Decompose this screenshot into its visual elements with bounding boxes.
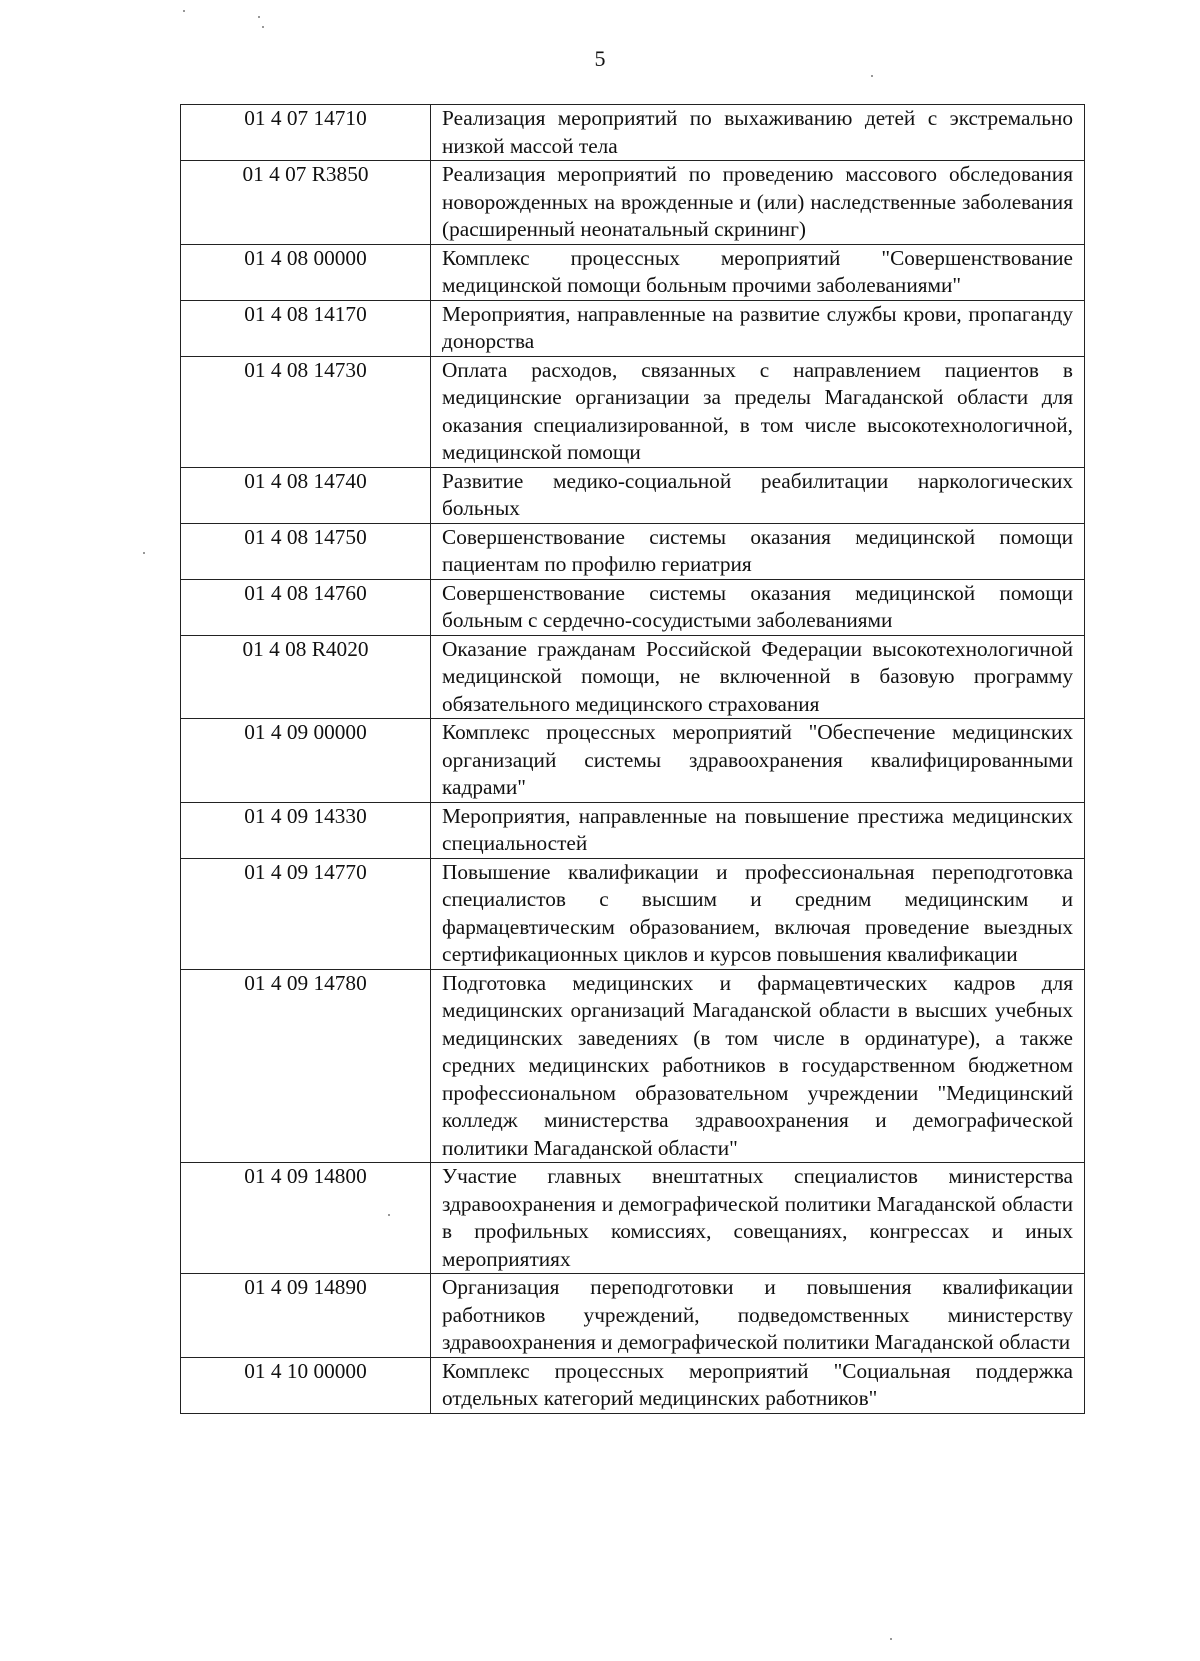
classification-code: 01 4 08 14750 [181,523,431,579]
classification-code: 01 4 07 R3850 [181,161,431,245]
table-row [181,1163,1085,1274]
table-row [181,719,1085,803]
expense-description: Мероприятия, направленные на развитие службы крови, пропаганду донорства [431,300,1085,356]
expense-description: Развитие медико-социальной реабилитации наркологических больных [431,467,1085,523]
table-row [181,523,1085,579]
classification-code: 01 4 08 14730 [181,356,431,467]
table-body [181,105,1085,1414]
classification-code: 01 4 09 00000 [181,719,431,803]
classification-code: 01 4 08 14760 [181,579,431,635]
table-row [181,802,1085,858]
table-row [181,467,1085,523]
table-row [181,161,1085,245]
expense-description: Мероприятия, направленные на повышение престижа медицинских специальностей [431,802,1085,858]
expense-description: Повышение квалификации и профессиональная переподготовка специалистов с высшим и средним медицинским и фармацевтическим образованием, включая проведение выездных сертификационных циклов и курсов повышения квалификации [431,858,1085,969]
scan-speck [143,552,145,554]
classification-code: 01 4 09 14330 [181,802,431,858]
table-row [181,1274,1085,1358]
scan-speck [890,1638,892,1640]
expense-description: Комплекс процессных мероприятий "Социальная поддержка отдельных категорий медицинских работников" [431,1357,1085,1413]
classification-code: 01 4 08 14170 [181,300,431,356]
scan-speck [183,10,185,12]
classification-code: 01 4 08 R4020 [181,635,431,719]
expense-description: Совершенствование системы оказания медицинской помощи больным с сердечно-сосудистыми заболеваниями [431,579,1085,635]
expense-description: Оплата расходов, связанных с направлением пациентов в медицинские организации за пределы Магаданской области для оказания специализированной, в том числе высокотехнологичной, медицинской помощи [431,356,1085,467]
expense-description: Участие главных внештатных специалистов министерства здравоохранения и демографической политики Магаданской области в профильных комиссиях, совещаниях, конгрессах и иных мероприятиях [431,1163,1085,1274]
table-row [181,579,1085,635]
scan-speck [262,26,264,28]
table-row [181,105,1085,161]
classification-code: 01 4 07 14710 [181,105,431,161]
expense-description: Совершенствование системы оказания медицинской помощи пациентам по профилю гериатрия [431,523,1085,579]
table-row [181,1357,1085,1413]
classification-code: 01 4 09 14780 [181,969,431,1163]
page-number: 5 [594,46,606,71]
scan-speck [258,16,260,18]
scan-speck [871,75,873,77]
classification-code: 01 4 09 14890 [181,1274,431,1358]
expense-description: Реализация мероприятий по выхаживанию детей с экстремально низкой массой тела [431,105,1085,161]
expense-description: Оказание гражданам Российской Федерации высокотехнологичной медицинской помощи, не включенной в базовую программу обязательного медицинского страхования [431,635,1085,719]
classification-code: 01 4 08 14740 [181,467,431,523]
table-row [181,244,1085,300]
expense-description: Комплекс процессных мероприятий "Совершенствование медицинской помощи больным прочими заболеваниями" [431,244,1085,300]
table-row [181,858,1085,969]
table-row [181,356,1085,467]
classification-code: 01 4 09 14800 [181,1163,431,1274]
expense-description: Реализация мероприятий по проведению массового обследования новорожденных на врожденные и (или) наследственные заболевания (расширенный неонатальный скрининг) [431,161,1085,245]
classification-code: 01 4 08 00000 [181,244,431,300]
expense-description: Подготовка медицинских и фармацевтических кадров для медицинских организаций Магаданской области в высших учебных медицинских заведениях (в том числе в ординатуре), а также средних медицинских работников в государственном бюджетном профессиональном образовательном учреждении "Медицинский колледж министерства здравоохранения и демографической политики Магаданской области" [431,969,1085,1163]
table-row [181,635,1085,719]
expense-description: Организация переподготовки и повышения квалификации работников учреждений, подведомственных министерству здравоохранения и демографической политики Магаданской области [431,1274,1085,1358]
expense-description: Комплекс процессных мероприятий "Обеспечение медицинских организаций системы здравоохранения квалифицированными кадрами" [431,719,1085,803]
classification-code: 01 4 09 14770 [181,858,431,969]
classification-code: 01 4 10 00000 [181,1357,431,1413]
budget-codes-table [180,104,1085,1414]
table-row [181,300,1085,356]
table-row [181,969,1085,1163]
